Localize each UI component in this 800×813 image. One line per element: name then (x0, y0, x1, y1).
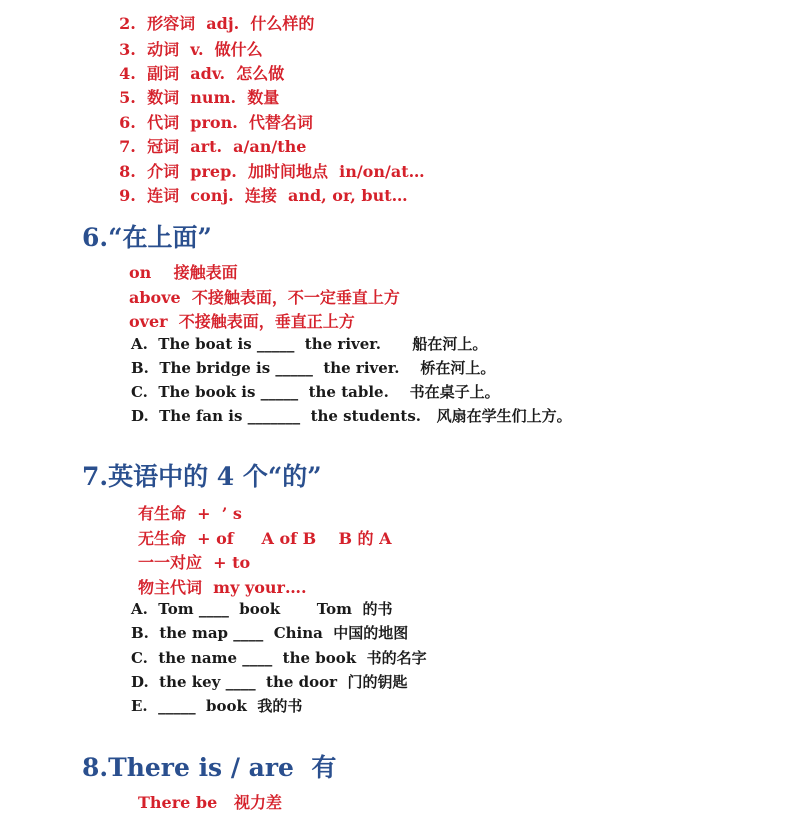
exercise-line: E. _____ book 我的书 (131, 697, 303, 715)
list-text: 数词 num. 数量 (147, 88, 280, 107)
rule-line: over 不接触表面，垂直正上方 (129, 312, 355, 331)
list-number: 4. (119, 64, 136, 83)
exercise-line: D. the key ____ the door 门的钥匙 (131, 673, 408, 691)
exercise-line: B. the map ____ China 中国的地图 (131, 624, 409, 642)
section-heading: 7.英语中的 4 个“的” (82, 462, 322, 491)
list-text: 介词 prep. 加时间地点 in/on/at… (147, 162, 425, 181)
section-heading: 8.There is / are 有 (82, 753, 337, 782)
rule-line: 一一对应 + to (138, 553, 251, 572)
exercise-line: C. the name ____ the book 书的名字 (131, 649, 427, 667)
rule-line: 有生命 + ’ s (138, 504, 242, 523)
list-number: 2. (119, 14, 136, 33)
list-number: 3. (119, 40, 136, 59)
list-text: 代词 pron. 代替名词 (147, 113, 313, 132)
rule-line: 无生命 + of A of B B 的 A (138, 529, 392, 548)
list-number: 9. (119, 186, 136, 205)
list-text: 连词 conj. 连接 and, or, but… (147, 186, 408, 205)
exercise-line: C. The book is _____ the table. 书在桌子上。 (131, 383, 500, 401)
rule-line: There be 视力差 (138, 793, 282, 812)
rule-line: 物主代词 my your…. (138, 578, 307, 597)
rule-line: above 不接触表面，不一定垂直上方 (129, 288, 400, 307)
list-text: 形容词 adj. 什么样的 (147, 14, 315, 33)
list-number: 7. (119, 137, 136, 156)
exercise-line: A. Tom ____ book Tom 的书 (131, 600, 393, 618)
section-heading: 6.“在上面” (82, 223, 212, 252)
exercise-line: D. The fan is _______ the students. 风扇在学生们上方。 (131, 407, 572, 425)
exercise-line: A. The boat is _____ the river. 船在河上。 (131, 335, 488, 353)
list-number: 5. (119, 88, 136, 107)
rule-line: on 接触表面 (129, 263, 238, 282)
exercise-line: B. The bridge is _____ the river. 桥在河上。 (131, 359, 496, 377)
list-number: 8. (119, 162, 136, 181)
list-text: 副词 adv. 怎么做 (147, 64, 285, 83)
list-text: 冠词 art. a/an/the (147, 137, 307, 156)
list-item (108, 164, 408, 206)
list-number: 6. (119, 113, 136, 132)
list-text: 动词 v. 做什么 (147, 40, 263, 59)
